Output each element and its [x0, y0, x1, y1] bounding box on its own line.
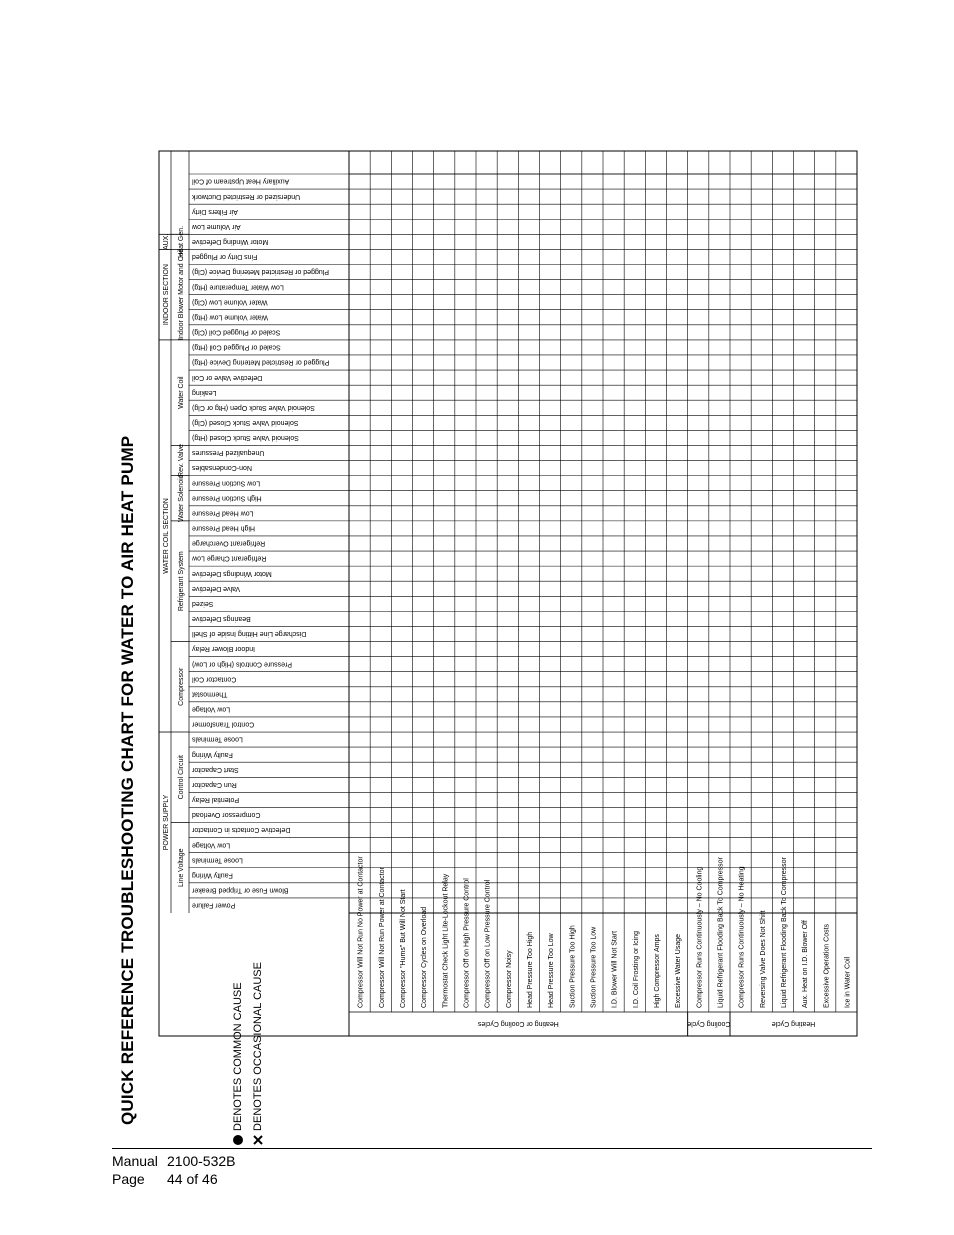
cycle-label: Heating or Cooling Cycles	[477, 1020, 559, 1028]
symptom-label: Compressor Noisy	[505, 950, 513, 1008]
cause-label: Plugged or Restricted Metering Device (Clg)	[192, 268, 329, 276]
cause-label: Auxiliary Heat Upstream of Coil	[192, 177, 290, 185]
cause-label: High Head Pressure	[192, 524, 256, 532]
filled-circle-icon	[232, 1134, 244, 1146]
cause-label: Low Voltage	[192, 705, 231, 713]
cause-label: Run Capacitor	[192, 780, 237, 788]
cause-label: Scaled or Plugged Coil (Htg)	[192, 343, 281, 351]
symptom-label: Compressor Runs Continuously – No Heating	[738, 866, 746, 1008]
section-label: POWER SUPPLY	[163, 794, 170, 851]
cause-label: Low Water Temperature (Htg)	[192, 283, 284, 291]
symptom-label: Compressor "Hums" But Will Not Start	[399, 889, 407, 1008]
footer-rule	[112, 1148, 872, 1149]
subsection-label: Refrigerant System	[178, 551, 185, 612]
footer-manual-value: 2100-532B	[167, 1153, 236, 1169]
cause-label: Potential Relay	[192, 796, 240, 804]
cause-label: Pressure Controls (High or Low)	[192, 660, 292, 668]
symptom-label: Compressor Will Not Run No Power at Contactor	[357, 856, 365, 1008]
cause-label: Unequalized Pressures	[192, 449, 265, 457]
cause-label: Motor Windings Defective	[192, 569, 272, 577]
cause-label: Seized	[192, 599, 214, 607]
symptom-label: Aux. Heat on I.D. Blower Off	[802, 920, 810, 1008]
cause-label: Undersized or Restricted Ductwork	[192, 192, 301, 200]
cause-label: Start Capacitor	[192, 765, 239, 773]
cause-label: Water Volume Low (Htg)	[192, 313, 268, 321]
cause-label: Refrigerant Overcharge	[192, 539, 266, 547]
cause-label: Low Voltage	[192, 841, 231, 849]
symptom-label: Compressor Cycles on Overload	[421, 906, 429, 1008]
symptom-label: Thermostat Check Light Lite-Lockout Relay	[442, 873, 450, 1008]
cause-label: Plugged or Restricted Metering Device (Htg)	[192, 358, 330, 366]
cause-label: Faulty Wiring	[192, 871, 233, 879]
cause-label: Refrigerant Charge Low	[192, 554, 267, 562]
cause-label: Solenoid Valve Stuck Closed (Htg)	[192, 434, 299, 442]
footer-manual-label: Manual	[112, 1153, 158, 1169]
section-label: AUX.	[163, 233, 170, 251]
cause-label: Motor Winding Defective	[192, 238, 269, 246]
cause-label: Solenoid Valve Stuck Open (Htg or Clg)	[192, 403, 315, 411]
cause-label: Compressor Overload	[192, 811, 261, 819]
section-label: INDOOR SECTION	[163, 264, 170, 326]
cause-label: Indoor Blower Relay	[192, 645, 256, 653]
cause-label: Bearings Defective	[192, 615, 251, 623]
cycle-label: Cooling Cycle	[687, 1020, 731, 1028]
symptom-label: Excessive Operation Costs	[823, 923, 831, 1008]
cause-label: Air Filters Dirty	[192, 207, 238, 215]
cause-label: Loose Terminals	[192, 735, 243, 743]
cause-label: Air Volume Low	[192, 222, 241, 230]
cause-label: Leaking	[192, 388, 217, 396]
cause-label: Power Failure	[192, 901, 236, 909]
cause-label: Low Suction Pressure	[192, 479, 261, 487]
cause-label: Defective Valve or Coil	[192, 373, 263, 381]
cause-label: High Suction Pressure	[192, 494, 262, 502]
cause-label: Valve Defective	[192, 584, 241, 592]
cause-label: Low Head Pressure	[192, 509, 254, 517]
symptom-label: Excessive Water Usage	[675, 933, 683, 1008]
symptom-label: High Compressor Amps	[653, 934, 661, 1008]
page-title: QUICK REFERENCE TROUBLESHOOTING CHART FOR WATER TO AIR HEAT PUMP	[118, 435, 137, 1125]
symptom-label: Compressor Will Not Run Power at Contactor	[378, 867, 386, 1008]
subsection-label: Rev. Valve	[178, 444, 185, 477]
cause-label: Scaled or Plugged Coil (Clg)	[192, 328, 281, 336]
footer-page-label: Page	[112, 1171, 145, 1187]
cause-label: Thermostat	[192, 690, 228, 698]
cause-label: Fins Dirty or Plugged	[192, 253, 258, 261]
subsection-label: Heat Gen.	[178, 225, 185, 258]
cause-label: Defective Contacts in Contactor	[192, 826, 291, 834]
subsection-label: Water Coil	[178, 376, 185, 409]
subsection-label: Indoor Blower Motor and Coil	[178, 249, 185, 340]
cause-label: Blown Fuse or Tripped Breaker	[192, 886, 289, 894]
legend-common	[232, 982, 244, 1146]
legend-common-label: DENOTES COMMON CAUSE	[232, 982, 244, 1131]
cause-label: Control Transformer	[192, 720, 255, 728]
symptom-label: Liquid Refrigerant Flooding Back To Compressor	[780, 857, 788, 1008]
cycle-label: Heating Cycle	[771, 1020, 816, 1028]
footer-page-value: 44 of 46	[167, 1171, 218, 1187]
symptom-label: Head Pressure Too Low	[548, 933, 556, 1008]
subsection-label: Compressor	[178, 667, 185, 706]
subsection-label: Line Voltage	[178, 848, 185, 888]
subsection-label: Control Circuit	[178, 755, 185, 800]
symptom-label: Suction Pressure Too High	[569, 925, 577, 1008]
symptom-label: Head Pressure Too High	[526, 931, 534, 1008]
symptom-label: Ice in Water Coil	[844, 956, 852, 1008]
legend-occasional	[252, 962, 264, 1146]
legend-occasional-label: DENOTES OCCASIONAL CAUSE	[252, 962, 264, 1131]
symptom-label: Compressor Runs Continuously – No Cooling	[696, 866, 704, 1008]
cause-label: Solenoid Valve Stuck Closed (Clg)	[192, 419, 299, 427]
cause-label: Discharge Line Hitting Inside of Shell	[192, 630, 307, 638]
symptom-label: Suction Pressure Too Low	[590, 926, 598, 1008]
cause-label: Non-Condensables	[192, 464, 252, 472]
symptom-label: Compressor Off on High Pressure Control	[463, 878, 471, 1008]
cause-label: Loose Terminals	[192, 856, 243, 864]
cause-label: Water Volume Low (Clg)	[192, 298, 268, 306]
symptom-label: Liquid Refrigerant Flooding Back To Compressor	[717, 857, 725, 1008]
symptom-label: Reversing Valve Does Not Shift	[759, 910, 767, 1008]
cause-label: Faulty Wiring	[192, 750, 233, 758]
cause-label: Contactor Coil	[192, 675, 237, 683]
cross-icon	[252, 1134, 264, 1146]
section-label: WATER COIL SECTION	[163, 498, 170, 574]
symptom-label: I.D. Coil Frosting or Icing	[632, 930, 640, 1008]
symptom-label: I.D. Blower Will Not Start	[611, 930, 619, 1008]
symptom-label: Compressor Off on Low Pressure Control	[484, 879, 492, 1008]
subsection-label: Water Solenoid	[178, 474, 185, 523]
